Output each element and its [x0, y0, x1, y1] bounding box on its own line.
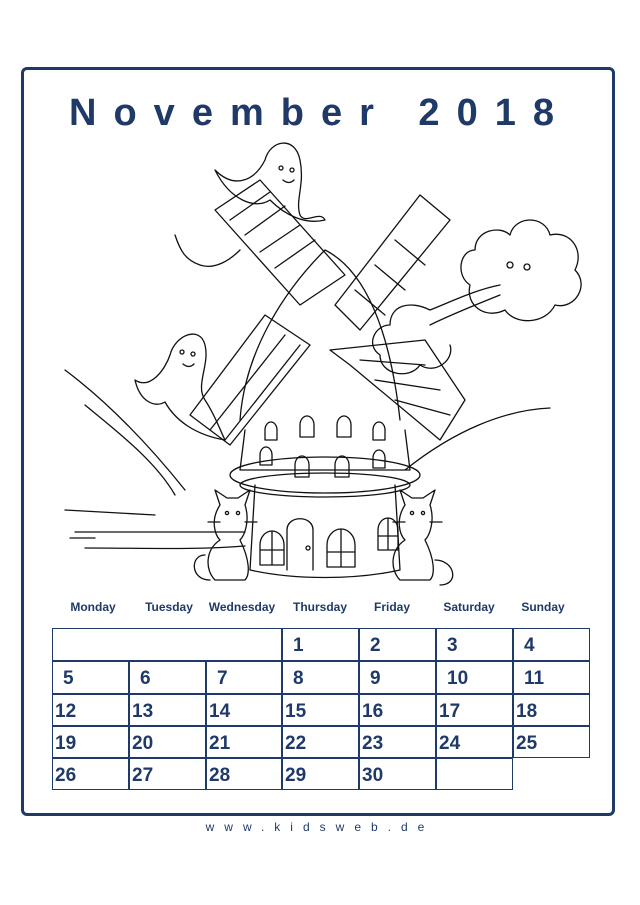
hill-left — [65, 370, 185, 490]
day-cell: 4 — [513, 628, 590, 661]
calendar-title: November 2018 — [69, 92, 571, 134]
day-cell: 24 — [436, 726, 513, 758]
day-cell-empty — [436, 758, 513, 790]
day-cell: 15 — [282, 694, 359, 726]
window-mid — [327, 529, 355, 567]
weekday-friday: Friday — [373, 600, 410, 614]
weekday-thursday: Thursday — [292, 600, 347, 614]
day-cell: 29 — [282, 758, 359, 790]
ground-line — [85, 546, 245, 549]
day-cell: 14 — [206, 694, 282, 726]
window-left — [260, 531, 284, 565]
day-cell: 23 — [359, 726, 436, 758]
day-cell: 17 — [436, 694, 513, 726]
day-cell: 11 — [513, 661, 590, 694]
day-cell: 6 — [129, 661, 206, 694]
windmill-balcony — [230, 457, 420, 493]
day-cell: 9 — [359, 661, 436, 694]
weekday-tuesday: Tuesday — [145, 600, 193, 614]
hill-left-2 — [85, 405, 175, 495]
window-right — [378, 518, 398, 550]
day-cell: 3 — [436, 628, 513, 661]
door — [287, 519, 313, 570]
day-cell: 21 — [206, 726, 282, 758]
weekday-sunday: Sunday — [521, 600, 565, 614]
day-cell-empty — [52, 628, 282, 661]
wind-breath — [373, 285, 500, 374]
day-cell: 10 — [436, 661, 513, 694]
ghost-top — [215, 143, 325, 221]
day-cell: 18 — [513, 694, 590, 726]
day-cell: 28 — [206, 758, 282, 790]
hill-right — [405, 408, 550, 470]
windmill-illustration — [55, 140, 595, 590]
cat-right — [393, 490, 453, 585]
cat-left — [194, 490, 257, 580]
day-cell: 7 — [206, 661, 282, 694]
day-cell: 16 — [359, 694, 436, 726]
day-cell: 22 — [282, 726, 359, 758]
day-cell: 20 — [129, 726, 206, 758]
day-cell: 30 — [359, 758, 436, 790]
day-cell: 1 — [282, 628, 359, 661]
day-cell: 13 — [129, 694, 206, 726]
tower-windows — [260, 416, 385, 477]
windmill-cap — [240, 250, 400, 420]
day-cell: 2 — [359, 628, 436, 661]
day-cell: 25 — [513, 726, 590, 758]
weekday-monday: Monday — [70, 600, 116, 614]
weekday-wednesday: Wednesday — [208, 600, 276, 614]
ghost-wisp — [175, 235, 240, 266]
wind-cloud — [461, 220, 581, 321]
day-cell: 19 — [52, 726, 129, 758]
footer-url: www.kidsweb.de — [205, 820, 435, 834]
windmill-sails — [190, 180, 465, 445]
day-cell: 12 — [52, 694, 129, 726]
ground-left — [65, 510, 245, 538]
day-cell: 26 — [52, 758, 129, 790]
day-cell: 5 — [52, 661, 129, 694]
day-cell: 27 — [129, 758, 206, 790]
weekday-saturday: Saturday — [443, 600, 495, 614]
day-cell: 8 — [282, 661, 359, 694]
